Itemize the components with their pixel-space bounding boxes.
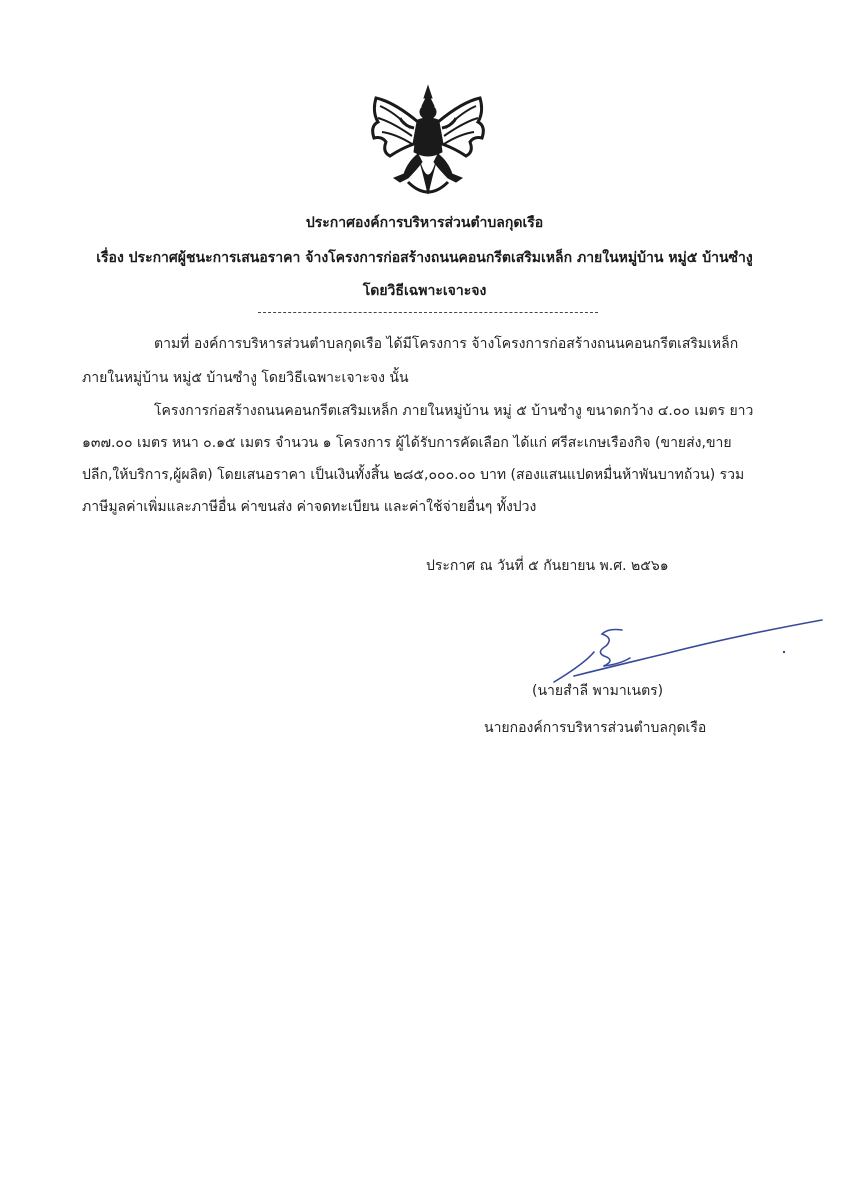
paragraph-1-line-2: ภายในหมู่บ้าน หมู่๕ บ้านซำงู โดยวิธีเฉพาะเจาะจง นั้น [82, 370, 409, 386]
signatory-position: นายกองค์การบริหารส่วนตำบลกุดเรือ [484, 720, 707, 736]
signatory-name: (นายสำลี พามาเนตร) [532, 683, 664, 699]
paragraph-2-line-1: โครงการก่อสร้างถนนคอนกรีตเสริมเหล็ก ภายในหมู่บ้าน หมู่ ๕ บ้านซำงู ขนาดกว้าง ๔.๐๐ เมตร ยาว [154, 403, 754, 419]
procurement-method: โดยวิธีเฉพาะเจาะจง [362, 283, 487, 299]
paragraph-2-line-4: ภาษีมูลค่าเพิ่มและภาษีอื่น ค่าขนส่ง ค่าจดทะเบียน และค่าใช้จ่ายอื่นๆ ทั้งปวง [82, 499, 537, 515]
paragraph-1-line-1: ตามที่ องค์การบริหารส่วนตำบลกุดเรือ ได้มีโครงการ จ้างโครงการก่อสร้างถนนคอนกรีตเสริมเหล็ก [154, 336, 739, 352]
paragraph-2-line-2: ๑๓๗.๐๐ เมตร หนา ๐.๑๕ เมตร จำนวน ๑ โครงการ ผู้ได้รับการคัดเลือก ได้แก่ ศรีสะเกษเรืองกิจ (ขายส่ง,ขาย [82, 435, 732, 451]
garuda-emblem-icon [364, 82, 492, 204]
announcement-subject: เรื่อง ประกาศผู้ชนะการเสนอราคา จ้างโครงการก่อสร้างถนนคอนกรีตเสริมเหล็ก ภายในหมู่บ้าน หมู่๕ บ้านซำงู [96, 250, 753, 266]
announcement-date: ประกาศ ณ วันที่ ๕ กันยายน พ.ศ. ๒๕๖๑ [426, 558, 669, 574]
handwritten-signature [534, 612, 834, 692]
paragraph-2-line-3: ปลีก,ให้บริการ,ผู้ผลิต) โดยเสนอราคา เป็นเงินทั้งสิ้น ๒๘๕,๐๐๐.๐๐ บาท (สองแสนแปดหมื่นห้าพันบาทถ้วน) รวม [82, 467, 745, 483]
header-divider [258, 312, 598, 313]
announcement-issuer: ประกาศองค์การบริหารส่วนตำบลกุดเรือ [305, 215, 544, 231]
